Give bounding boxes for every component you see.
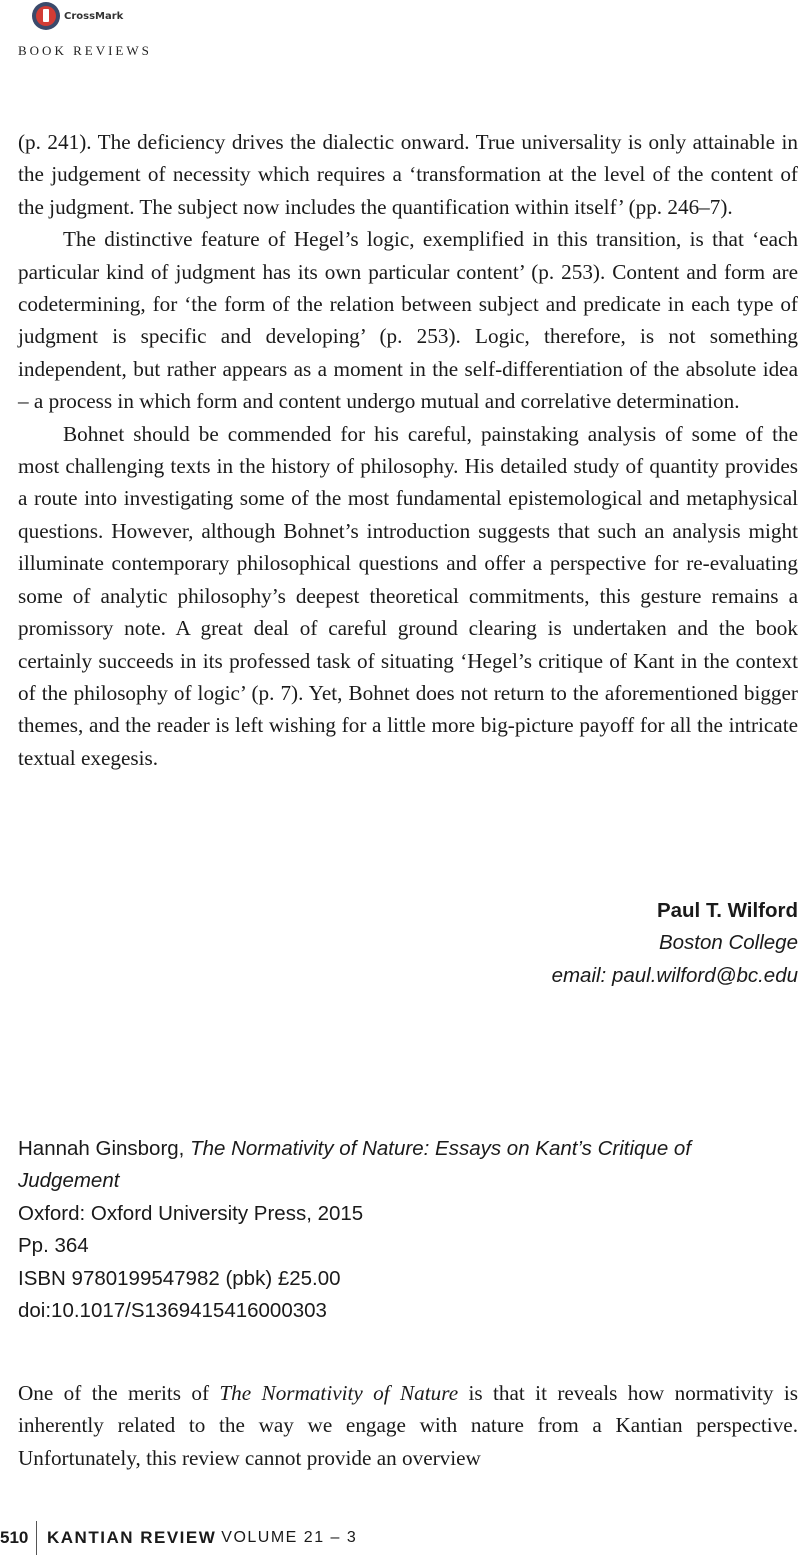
review-lead: One of the merits of bbox=[18, 1381, 220, 1405]
crossmark-icon bbox=[32, 2, 60, 30]
reviewer-affiliation: Boston College bbox=[658, 931, 798, 955]
book-title-continued: Judgement bbox=[18, 1169, 120, 1193]
new-review-body bbox=[18, 1377, 798, 1474]
citation-first-line bbox=[18, 1133, 798, 1165]
book-publisher: Oxford: Oxford University Press, 2015 bbox=[18, 1201, 364, 1225]
paragraph: The distinctive feature of Hegel’s logic, exemplified in this transition, is that ‘each particular kind of judgment has its own particular content’ (p. 253). Content and form are codetermining, for ‘the form of the relation between subject and predicate in each type of judgment is specific and developing’ (p. 253). Logic, therefore, is not something independent, but rather appears as a moment in the self-differentiation of the absolute idea – a process in which form and content undergo mutual and correlative determination. bbox=[18, 227, 798, 414]
book-title: The Normativity of Nature: Essays on Kant’s Critique of bbox=[190, 1137, 692, 1160]
book-isbn: ISBN 9780199547982 (pbk) £25.00 bbox=[18, 1266, 341, 1290]
paragraph bbox=[18, 1377, 798, 1474]
crossmark-label: CrossMark bbox=[64, 10, 124, 22]
page-footer bbox=[0, 1520, 357, 1556]
journal-name: KANTIAN REVIEW bbox=[47, 1528, 217, 1547]
book-pages: Pp. 364 bbox=[18, 1234, 89, 1258]
paragraph: (p. 241). The deficiency drives the dialectic onward. True universality is only attainable in the judgement of necessity which requires a ‘transformation at the level of the content of the judgment. The subject now includes the quantification within itself’ (pp. 246–7). bbox=[18, 130, 798, 219]
footer-divider bbox=[36, 1521, 37, 1555]
book-doi[interactable]: doi:10.1017/S1369415416000303 bbox=[18, 1299, 327, 1323]
review-book-title: The Normativity of Nature bbox=[219, 1381, 459, 1405]
reviewer-name: Paul T. Wilford bbox=[656, 899, 798, 922]
journal-volume: VOLUME 21 – 3 bbox=[221, 1529, 358, 1546]
page-number: 510 bbox=[0, 1528, 29, 1547]
paragraph: Bohnet should be commended for his careful, painstaking analysis of some of the most challenging texts in the history of philosophy. His detailed study of quantity provides a route into investigating some of the most fundamental epistemological and metaphysical questions. However, although Bohnet’s introduction suggests that such an analysis might illuminate contemporary philosophical questions and offer a perspective for re-evaluating some of analytic philosophy’s deepest theoretical commitments, this gesture remains a promissory note. A great deal of careful ground clearing is undertaken and the book certainly succeeds in its professed task of situating ‘Hegel’s critique of Kant in the context of the philosophy of logic’ (p. 7). Yet, Bohnet does not return to the aforementioned bigger themes, and the reader is left wishing for a little more big-picture payoff for all the intricate textual exegesis. bbox=[18, 421, 798, 770]
book-author: Hannah Ginsborg, bbox=[18, 1137, 191, 1160]
book-citation bbox=[18, 1133, 798, 1327]
previous-review-body bbox=[18, 126, 798, 774]
crossmark-logo[interactable] bbox=[32, 2, 123, 30]
running-head: BOOK REVIEWS bbox=[18, 43, 152, 58]
reviewer-signature bbox=[298, 895, 798, 992]
review-rest: is that it reveals how normativity is inherently related to the way we engage with nature from a Kantian perspective. Unfortunately, this review cannot provide an overview bbox=[18, 1381, 798, 1470]
reviewer-email[interactable]: email: paul.wilford@bc.edu bbox=[551, 963, 798, 987]
